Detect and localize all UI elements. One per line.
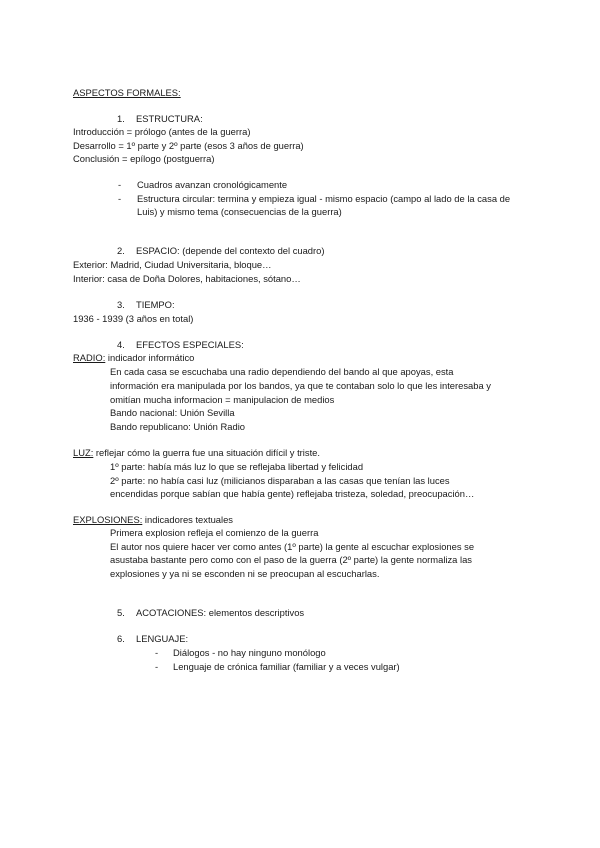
bullet-item: Lenguaje de crónica familiar (familiar y a veces vulgar) (173, 661, 400, 672)
bullet-dash: - (118, 193, 122, 204)
text-line: encendidas porque sabían que había gente) reflejaba tristeza, soledad, preocupación… (110, 488, 475, 499)
subsection-label: RADIO: (73, 352, 106, 363)
section-number: 6. (117, 633, 125, 644)
subsection-label: EXPLOSIONES: (73, 514, 143, 525)
bullet-item: Estructura circular: termina y empieza igual - mismo espacio (campo al lado de la casa de (137, 193, 511, 204)
page-title: ASPECTOS FORMALES: (73, 87, 181, 98)
section-heading: TIEMPO: (136, 299, 175, 310)
text-line: El autor nos quiere hacer ver como antes (1º parte) la gente al escuchar explosiones se (110, 541, 475, 552)
section-heading: ESTRUCTURA: (136, 113, 203, 124)
text-line: explosiones y ya ni se esconden ni se preocupan al escucharlas. (110, 568, 380, 579)
text-line: omitían mucha informacion = manipulacion de medios (110, 394, 335, 405)
text-line: información era manipulada por los bandos, ya que te contaban solo lo que les interesaba y (110, 380, 491, 391)
text-line: 1936 - 1939 (3 años en total) (73, 313, 194, 324)
text-line: Bando republicano: Unión Radio (110, 421, 245, 432)
bullet-dash: - (118, 179, 122, 190)
subsection-desc: reflejar cómo la guerra fue una situación difícil y triste. (93, 447, 320, 458)
bullet-item: Cuadros avanzan cronológicamente (137, 179, 288, 190)
section-number: 4. (117, 339, 125, 350)
bullet-dash: - (155, 661, 159, 672)
text-line: Desarrollo = 1º parte y 2º parte (esos 3 años de guerra) (73, 140, 304, 151)
subsection-desc: indicadores textuales (142, 514, 233, 525)
section-number: 3. (117, 299, 125, 310)
subsection-label: LUZ: (73, 447, 94, 458)
text-line: Interior: casa de Doña Dolores, habitaciones, sótano… (73, 273, 301, 284)
section-number: 2. (117, 245, 125, 256)
section-heading: ESPACIO: (depende del contexto del cuadro) (136, 245, 325, 256)
subsection-explosiones-heading (73, 513, 233, 526)
bullet-item: Diálogos - no hay ninguno monólogo (173, 647, 326, 658)
bullet-item-continuation: Luis) y mismo tema (consecuencias de la guerra) (137, 206, 342, 217)
section-number: 1. (117, 113, 125, 124)
section-heading: EFECTOS ESPECIALES: (136, 339, 244, 350)
text-line: En cada casa se escuchaba una radio dependiendo del bando al que apoyas, esta (110, 366, 454, 377)
subsection-radio-heading (73, 351, 194, 364)
section-heading: LENGUAJE: (136, 633, 189, 644)
text-line: Primera explosion refleja el comienzo de la guerra (110, 527, 319, 538)
subsection-desc: indicador informático (105, 352, 195, 363)
text-line: Conclusión = epílogo (postguerra) (73, 153, 215, 164)
text-line: 2º parte: no había casi luz (milicianos disparaban a las casas que tenían las luces (110, 475, 450, 486)
subsection-luz-heading (73, 446, 320, 459)
text-line: Introducción = prólogo (antes de la guerra) (73, 126, 251, 137)
section-heading: ACOTACIONES: elementos descriptivos (136, 607, 305, 618)
section-number: 5. (117, 607, 125, 618)
text-line: Bando nacional: Unión Sevilla (110, 407, 235, 418)
bullet-dash: - (155, 647, 159, 658)
text-line: asustaba bastante pero como con el paso de la guerra (2º parte) la gente normaliza las (110, 554, 472, 565)
text-line: 1º parte: había más luz lo que se reflejaba libertad y felicidad (110, 461, 364, 472)
text-line: Exterior: Madrid, Ciudad Universitaria, bloque… (73, 259, 272, 270)
